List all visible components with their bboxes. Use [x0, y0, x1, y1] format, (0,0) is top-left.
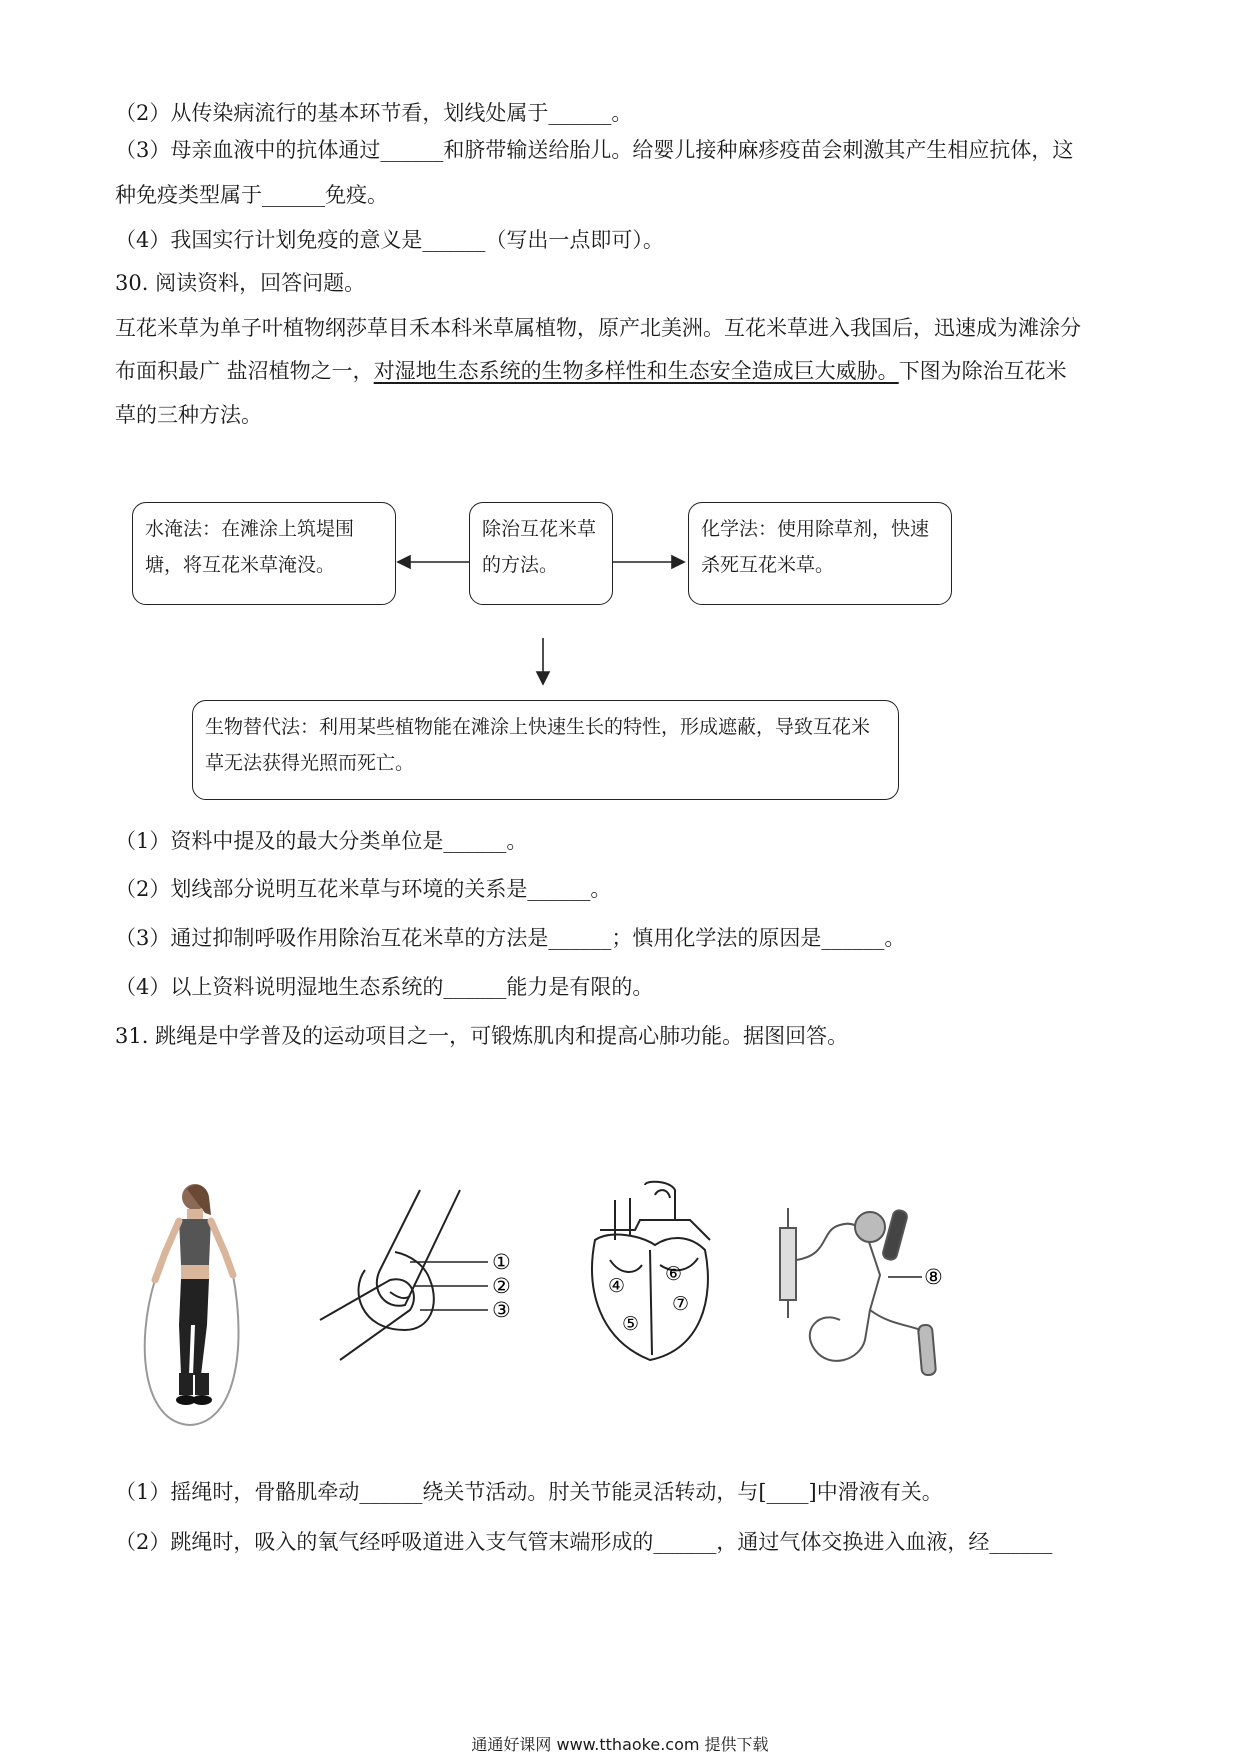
q30-para-pre: 布面积最广 盐沼植物之一，: [115, 359, 374, 383]
diagram-box-center: 除治互花米草的方法。: [469, 502, 613, 605]
jump-rope-person-image: [135, 1175, 255, 1435]
nephron-diagram: [770, 1200, 970, 1390]
diagram-box-biological-method: 生物替代法：利用某些植物能在滩涂上快速生长的特性，形成遮蔽，导致互花米草无法获得光照而死亡。: [192, 700, 899, 800]
q31-question2: （2）跳绳时，吸入的氧气经呼吸道进入支气管末端形成的______，通过气体交换进入血液，经______: [115, 1530, 1053, 1554]
q30-question3: （3）通过抑制呼吸作用除治互花米草的方法是______；慎用化学法的原因是______。: [115, 926, 906, 950]
q29-part4: （4）我国实行计划免疫的意义是______（写出一点即可）。: [115, 228, 664, 252]
q30-question2: （2）划线部分说明互花米草与环境的关系是______。: [115, 877, 612, 901]
q29-part3-line2: 种免疫类型属于______免疫。: [115, 183, 388, 207]
q30-paragraph-line3: 草的三种方法。: [115, 403, 262, 427]
diagram-box-flood-method: 水淹法：在滩涂上筑堤围塘，将互花米草淹没。: [132, 502, 396, 605]
label-7: ⑦: [672, 1293, 690, 1315]
arrow-down-head: [537, 672, 549, 684]
q29-part2: （2）从传染病流行的基本环节看，划线处属于______。: [115, 101, 633, 125]
diagram-box-chemical-method: 化学法：使用除草剂，快速杀死互花米草。: [688, 502, 952, 605]
q30-question1: （1）资料中提及的最大分类单位是______。: [115, 829, 528, 853]
q30-paragraph-line1: 互花米草为单子叶植物纲莎草目禾本科米草属植物，原产北美洲。互花米草进入我国后，迅速成为滩涂分: [115, 316, 1081, 340]
q30-question4: （4）以上资料说明湿地生态系统的______能力是有限的。: [115, 975, 654, 999]
label-6: ⑥: [665, 1263, 683, 1285]
label-4: ④: [608, 1275, 626, 1297]
label-1: ①: [492, 1250, 511, 1274]
q30-title: 30. 阅读资料，回答问题。: [115, 271, 366, 295]
q30-underlined-text: 对湿地生态系统的生物多样性和生态安全造成巨大威胁。: [373, 359, 899, 383]
heart-diagram: [580, 1180, 720, 1370]
q29-part3-line1: （3）母亲血液中的抗体通过______和脐带输送给胎儿。给婴儿接种麻疹疫苗会刺激其产生相应抗体，这: [115, 138, 1074, 162]
q30-para-post: 下图为除治互花米: [898, 359, 1067, 383]
q31-question1: （1）摇绳时，骨骼肌牵动______绕关节活动。肘关节能灵活转动，与[____]中滑液有关。: [115, 1480, 943, 1504]
label-5: ⑤: [622, 1313, 640, 1335]
joint-diagram: [310, 1180, 540, 1370]
label-8: ⑧: [924, 1265, 943, 1289]
arrow-right-head: [672, 556, 684, 568]
page-footer: 通通好课网 www.tthaoke.com 提供下载: [471, 1735, 769, 1754]
arrow-left-head: [398, 556, 410, 568]
label-3: ③: [492, 1298, 511, 1322]
label-2: ②: [492, 1274, 511, 1298]
q31-title: 31. 跳绳是中学普及的运动项目之一，可锻炼肌肉和提高心肺功能。据图回答。: [115, 1024, 849, 1048]
